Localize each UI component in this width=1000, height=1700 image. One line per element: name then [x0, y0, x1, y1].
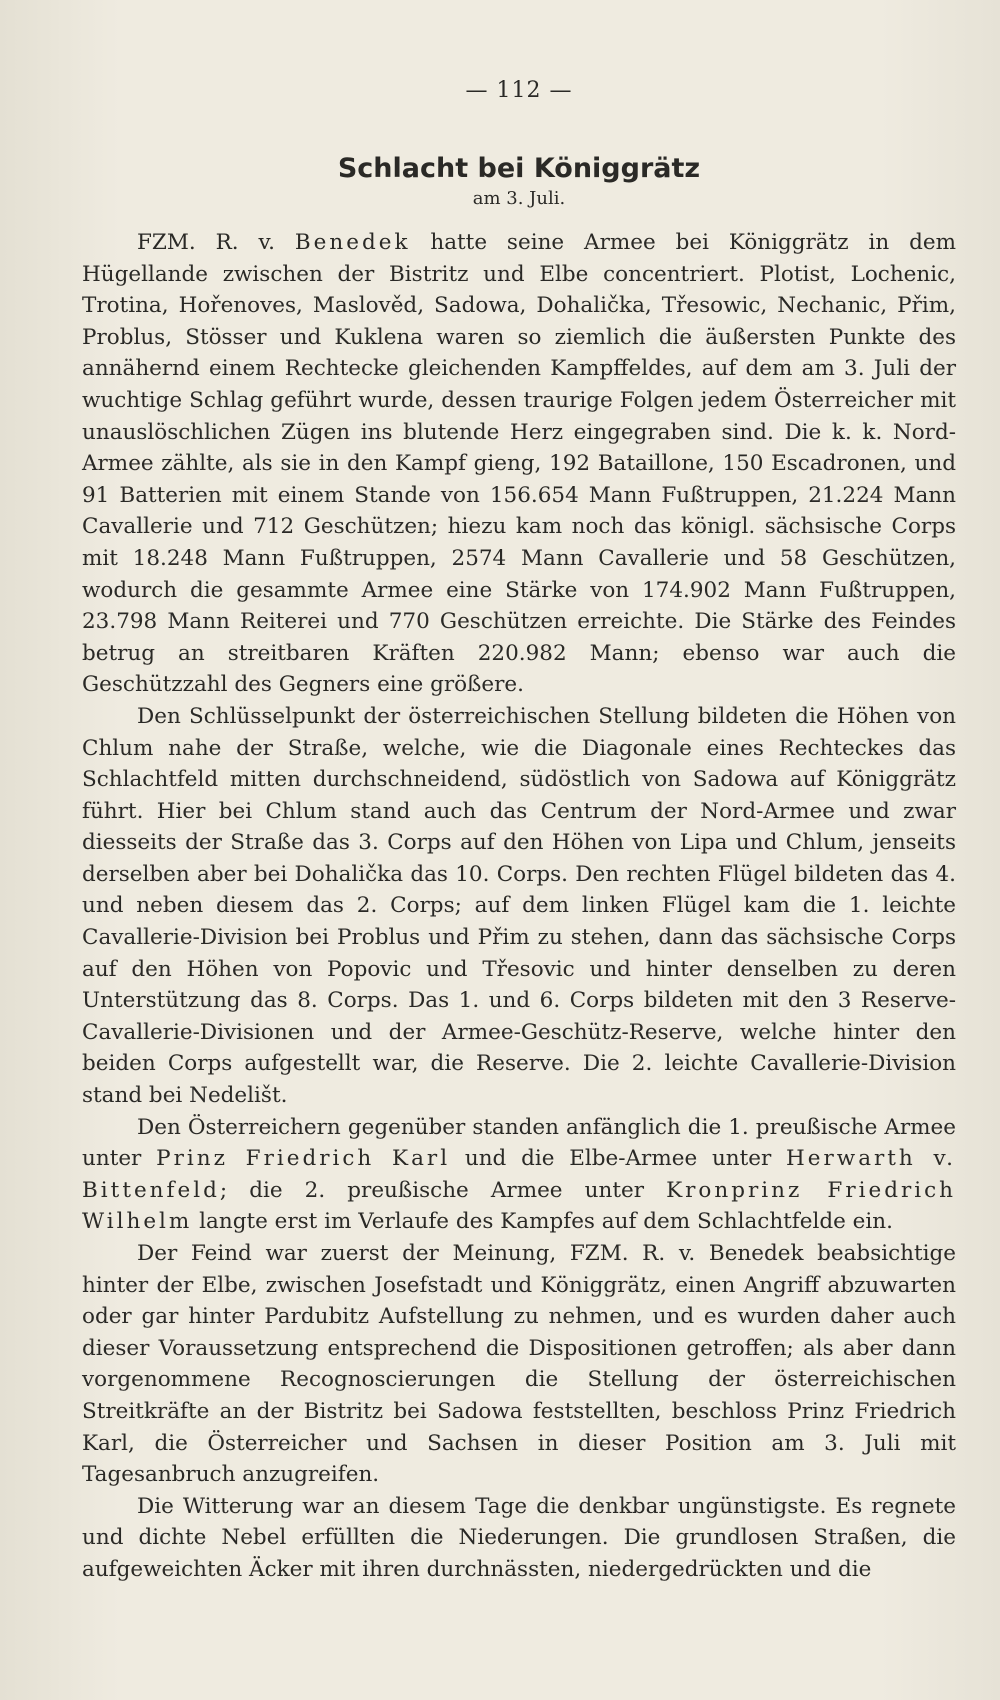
- body-text: [82, 227, 956, 1586]
- spaced-name: Prinz Friedrich Karl: [156, 1146, 451, 1172]
- text-run: langte erst im Verlaufe des Kampfes auf dem Schlachtfelde ein.: [192, 1209, 893, 1235]
- text-run: Der Feind war zuerst der Meinung, FZM. R. v. Benedek beabsichtige hinter der Elbe, zwischen Josefstadt und Königgrätz, einen Angriff abzuwarten oder gar hinter Pardubitz Aufstellung zu nehmen, und es wurden daher auch dieser Voraussetzung entsprechend die Dispositionen getroffen; als aber dann vorgenommene Recognoscierungen die Stellung der österreichischen Streitkräfte an der Bistritz bei Sadowa feststellten, beschloss Prinz Friedrich Karl, die Österreicher und Sachsen in dieser Position am 3. Juli mit Tagesanbruch anzugreifen.: [82, 1241, 956, 1488]
- text-run: FZM. R. v.: [137, 230, 295, 255]
- paragraph: [82, 227, 956, 701]
- text-run: Den Schlüsselpunkt der österreichischen Stellung bildeten die Höhen von Chlum nahe der Straße, welche, wie die Diagonale eines Rechteckes das Schlachtfeld mitten durchschneidend, südöstlich von Sadowa auf Königgrätz führt. Hier bei Chlum stand auch das Centrum der Nord-Armee und zwar diesseits der Straße das 3. Corps auf den Höhen von Lipa und Chlum, jenseits derselben aber bei Dohalička das 10. Corps. Den rechten Flügel bildeten das 4. und neben diesem das 2. Corps; auf dem linken Flügel kam die 1. leichte Cavallerie-Division bei Problus und Přim zu stehen, dann das sächsische Corps auf den Höhen von Popovic und Třesovic und hinter denselben zu deren Unterstützung das 8. Corps. Das 1. und 6. Corps bildeten mit den 3 Reserve-Cavallerie-Divisionen und der Armee-Geschütz-Reserve, welche hinter den beiden Corps aufgestellt war, die Reserve. Die 2. leichte Cavallerie-Division stand bei Nedelišt.: [82, 703, 956, 1109]
- paragraph: [82, 1112, 956, 1238]
- text-run: hatte seine Armee bei Königgrätz in dem Hügellande zwischen der Bistritz und Elbe concentriert. Plotist, Lochenic, Trotina, Hořenoves, Maslověd, Sadowa, Dohalička, Třesowic, Nechanic, Přim, Problus, Stösser und Kuklena waren so ziemlich die äußersten Punkte des annähernd einem Rechtecke gleichenden Kampffeldes, auf dem am 3. Juli der wuchtige Schlag geführt wurde, dessen traurige Folgen jedem Österreicher mit unauslöschlichen Zügen ins blutende Herz eingegraben sind. Die k. k. Nord-Armee zählte, als sie in den Kampf gieng, 192 Bataillone, 150 Escadronen, und 91 Batterien mit einem Stande von 156.654 Mann Fußtruppen, 21.224 Mann Cavallerie und 712 Geschützen; hiezu kam noch das königl. sächsische Corps mit 18.248 Mann Fußtruppen, 2574 Mann Cavallerie und 58 Geschützen, wodurch die gesammte Armee eine Stärke von 174.902 Mann Fußtruppen, 23.798 Mann Reiterei und 770 Geschützen erreichte. Die Stärke des Feindes betrug an streitbaren Kräften 220.982 Mann; ebenso war auch die Geschützzahl des Gegners eine größere.: [82, 230, 956, 698]
- spaced-name: Benedek: [294, 230, 411, 255]
- chapter-date: am 3. Juli.: [472, 188, 566, 209]
- text-run: Den Österreichern gegenüber standen anfänglich die 1. preußische Armee unter: [82, 1114, 956, 1172]
- page-number: — 112 —: [465, 78, 573, 103]
- text-run: und die Elbe-Armee unter: [450, 1146, 787, 1172]
- spaced-name: Herwarth v. Bittenfeld: [82, 1146, 956, 1203]
- paragraph: [82, 701, 956, 1112]
- spaced-name: Kronprinz Friedrich Wilhelm: [82, 1177, 957, 1235]
- text-run: Die Witterung war an diesem Tage die denkbar ungünstigste. Es regnete und dichte Nebel erfüllten die Niederungen. Die grundlosen Straßen, die aufgeweichten Äcker mit ihren durchnässten, niedergedrückten und die: [82, 1493, 956, 1582]
- paragraph: [82, 1491, 956, 1586]
- text-run: ; die 2. preußische Armee unter: [219, 1177, 667, 1203]
- chapter-title: Schlacht bei Königgrätz: [337, 153, 701, 184]
- paragraph: [82, 1238, 956, 1491]
